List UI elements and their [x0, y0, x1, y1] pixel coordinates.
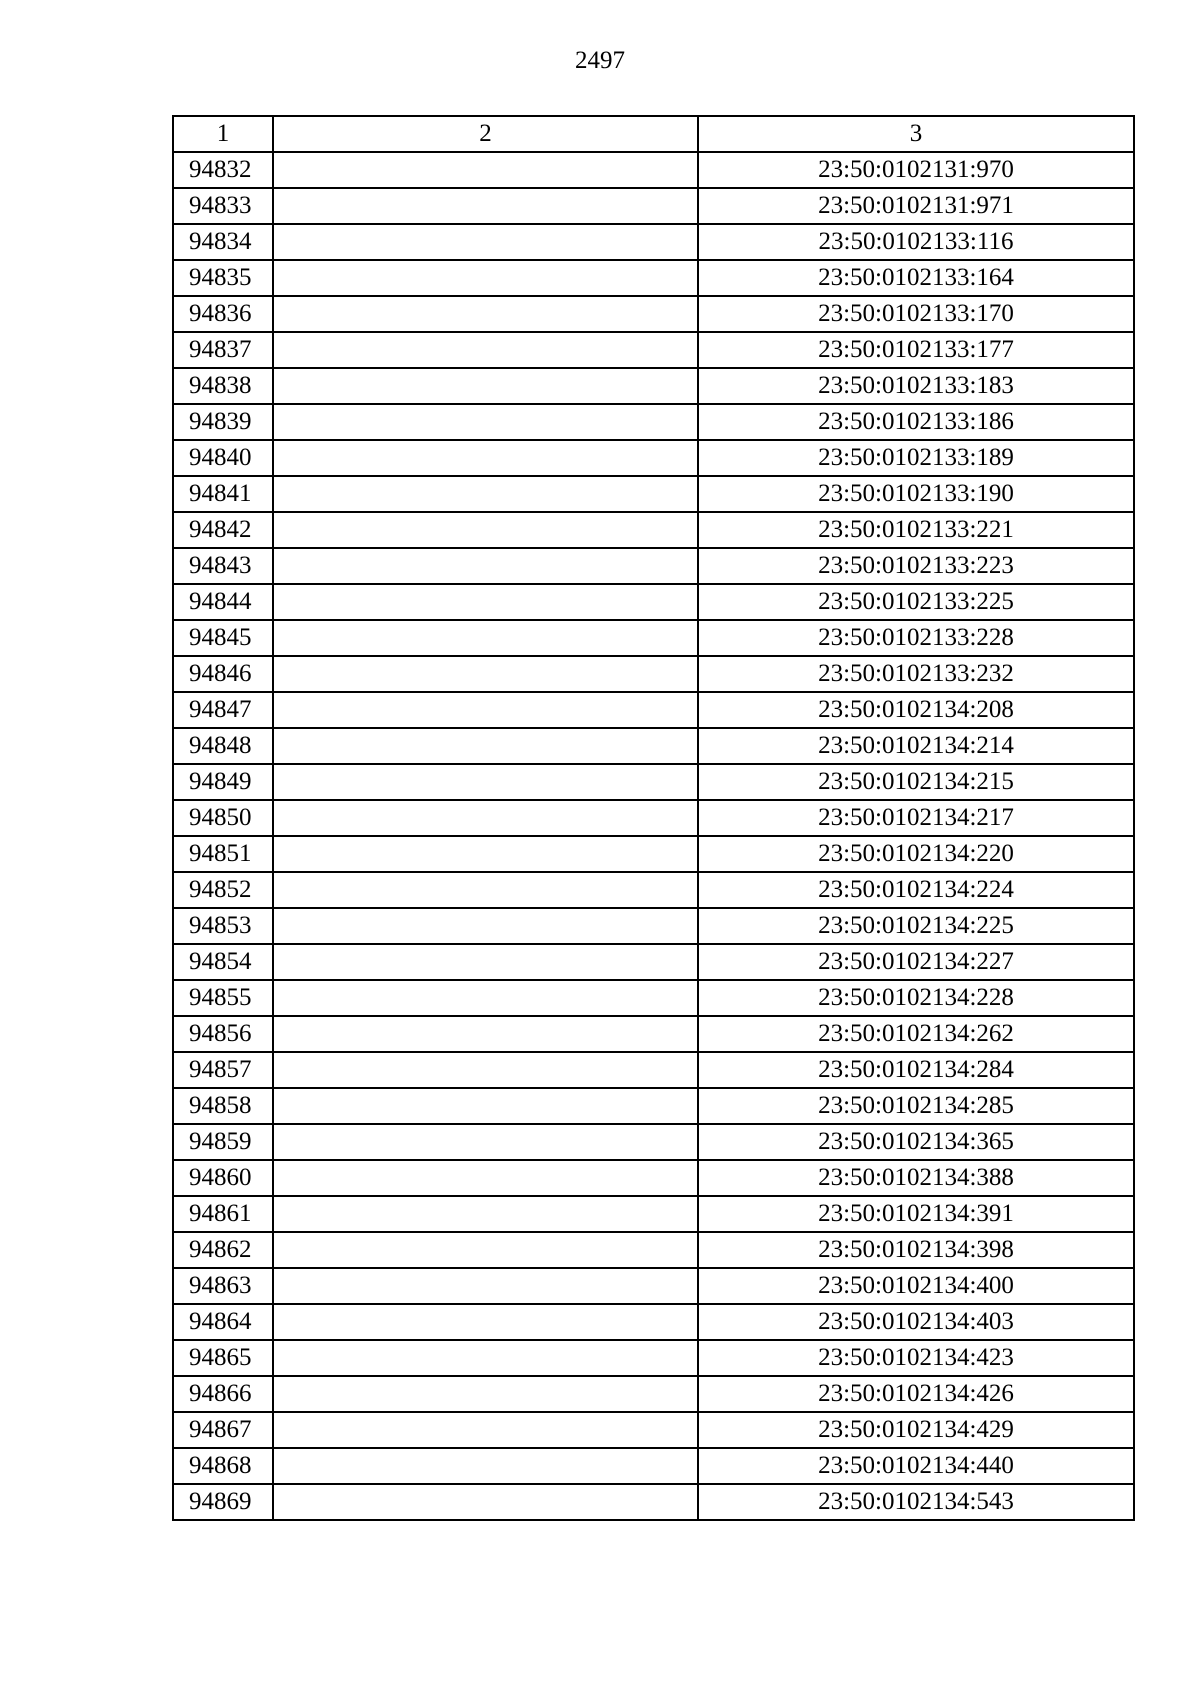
row-name-cell — [273, 1412, 698, 1448]
table-row — [173, 692, 1134, 728]
row-cadastral-number-cell: 23:50:0102134:284 — [698, 1052, 1134, 1088]
table-row — [173, 404, 1134, 440]
row-name-cell — [273, 1232, 698, 1268]
row-number-cell: 94859 — [173, 1124, 273, 1160]
row-cadastral-number-cell: 23:50:0102133:228 — [698, 620, 1134, 656]
row-number-cell: 94855 — [173, 980, 273, 1016]
row-cadastral-number-cell: 23:50:0102134:220 — [698, 836, 1134, 872]
row-cadastral-number-cell: 23:50:0102134:543 — [698, 1484, 1134, 1520]
table-row — [173, 1052, 1134, 1088]
row-name-cell — [273, 1268, 698, 1304]
row-number-cell: 94868 — [173, 1448, 273, 1484]
row-number-cell: 94832 — [173, 152, 273, 188]
table-row — [173, 584, 1134, 620]
row-cadastral-number-cell: 23:50:0102133:189 — [698, 440, 1134, 476]
row-cadastral-number-cell: 23:50:0102134:262 — [698, 1016, 1134, 1052]
row-name-cell — [273, 296, 698, 332]
row-number-cell: 94833 — [173, 188, 273, 224]
row-name-cell — [273, 332, 698, 368]
row-name-cell — [273, 1016, 698, 1052]
row-name-cell — [273, 476, 698, 512]
table-row — [173, 152, 1134, 188]
row-cadastral-number-cell: 23:50:0102133:225 — [698, 584, 1134, 620]
row-number-cell: 94851 — [173, 836, 273, 872]
row-cadastral-number-cell: 23:50:0102134:224 — [698, 872, 1134, 908]
row-number-cell: 94853 — [173, 908, 273, 944]
row-number-cell: 94847 — [173, 692, 273, 728]
row-cadastral-number-cell: 23:50:0102133:190 — [698, 476, 1134, 512]
row-cadastral-number-cell: 23:50:0102134:391 — [698, 1196, 1134, 1232]
row-cadastral-number-cell: 23:50:0102134:214 — [698, 728, 1134, 764]
row-cadastral-number-cell: 23:50:0102134:398 — [698, 1232, 1134, 1268]
row-name-cell — [273, 872, 698, 908]
table-row — [173, 1232, 1134, 1268]
table-row — [173, 512, 1134, 548]
row-name-cell — [273, 404, 698, 440]
table-row — [173, 1124, 1134, 1160]
table-row — [173, 944, 1134, 980]
row-name-cell — [273, 836, 698, 872]
row-cadastral-number-cell: 23:50:0102131:970 — [698, 152, 1134, 188]
row-number-cell: 94869 — [173, 1484, 273, 1520]
row-name-cell — [273, 1304, 698, 1340]
table-row — [173, 224, 1134, 260]
table-row — [173, 440, 1134, 476]
row-cadastral-number-cell: 23:50:0102133:177 — [698, 332, 1134, 368]
row-name-cell — [273, 152, 698, 188]
table-row — [173, 332, 1134, 368]
row-number-cell: 94838 — [173, 368, 273, 404]
row-number-cell: 94867 — [173, 1412, 273, 1448]
row-number-cell: 94842 — [173, 512, 273, 548]
table-row — [173, 1196, 1134, 1232]
row-number-cell: 94863 — [173, 1268, 273, 1304]
row-number-cell: 94835 — [173, 260, 273, 296]
row-name-cell — [273, 908, 698, 944]
row-cadastral-number-cell: 23:50:0102134:423 — [698, 1340, 1134, 1376]
table-row — [173, 1304, 1134, 1340]
row-number-cell: 94862 — [173, 1232, 273, 1268]
row-number-cell: 94840 — [173, 440, 273, 476]
row-name-cell — [273, 620, 698, 656]
row-cadastral-number-cell: 23:50:0102134:217 — [698, 800, 1134, 836]
table-row — [173, 656, 1134, 692]
row-number-cell: 94852 — [173, 872, 273, 908]
table-row — [173, 1088, 1134, 1124]
row-cadastral-number-cell: 23:50:0102134:429 — [698, 1412, 1134, 1448]
table-body — [173, 116, 1134, 1520]
row-number-cell: 94839 — [173, 404, 273, 440]
row-cadastral-number-cell: 23:50:0102133:116 — [698, 224, 1134, 260]
table-row — [173, 1412, 1134, 1448]
row-cadastral-number-cell: 23:50:0102133:232 — [698, 656, 1134, 692]
row-name-cell — [273, 1088, 698, 1124]
table-row — [173, 1160, 1134, 1196]
row-number-cell: 94844 — [173, 584, 273, 620]
row-cadastral-number-cell: 23:50:0102134:365 — [698, 1124, 1134, 1160]
row-cadastral-number-cell: 23:50:0102134:215 — [698, 764, 1134, 800]
row-name-cell — [273, 980, 698, 1016]
row-name-cell — [273, 692, 698, 728]
row-cadastral-number-cell: 23:50:0102134:227 — [698, 944, 1134, 980]
row-number-cell: 94846 — [173, 656, 273, 692]
row-number-cell: 94861 — [173, 1196, 273, 1232]
row-cadastral-number-cell: 23:50:0102133:221 — [698, 512, 1134, 548]
table-header-row — [173, 116, 1134, 152]
row-name-cell — [273, 512, 698, 548]
table-row — [173, 1448, 1134, 1484]
row-number-cell: 94865 — [173, 1340, 273, 1376]
row-cadastral-number-cell: 23:50:0102133:186 — [698, 404, 1134, 440]
row-number-cell: 94837 — [173, 332, 273, 368]
row-name-cell — [273, 800, 698, 836]
table-row — [173, 872, 1134, 908]
row-number-cell: 94858 — [173, 1088, 273, 1124]
table-row — [173, 836, 1134, 872]
row-cadastral-number-cell: 23:50:0102134:208 — [698, 692, 1134, 728]
column-header-3: 3 — [698, 116, 1134, 152]
row-name-cell — [273, 548, 698, 584]
row-name-cell — [273, 1484, 698, 1520]
table-row — [173, 296, 1134, 332]
row-name-cell — [273, 368, 698, 404]
row-name-cell — [273, 260, 698, 296]
row-cadastral-number-cell: 23:50:0102131:971 — [698, 188, 1134, 224]
row-cadastral-number-cell: 23:50:0102133:223 — [698, 548, 1134, 584]
table-row — [173, 1016, 1134, 1052]
row-cadastral-number-cell: 23:50:0102134:403 — [698, 1304, 1134, 1340]
row-number-cell: 94864 — [173, 1304, 273, 1340]
row-name-cell — [273, 1124, 698, 1160]
row-name-cell — [273, 188, 698, 224]
table-row — [173, 548, 1134, 584]
row-number-cell: 94856 — [173, 1016, 273, 1052]
row-name-cell — [273, 1160, 698, 1196]
row-name-cell — [273, 440, 698, 476]
table-row — [173, 1268, 1134, 1304]
table-row — [173, 620, 1134, 656]
row-cadastral-number-cell: 23:50:0102134:225 — [698, 908, 1134, 944]
row-cadastral-number-cell: 23:50:0102134:285 — [698, 1088, 1134, 1124]
row-name-cell — [273, 728, 698, 764]
row-name-cell — [273, 944, 698, 980]
row-cadastral-number-cell: 23:50:0102134:228 — [698, 980, 1134, 1016]
table-row — [173, 1340, 1134, 1376]
row-name-cell — [273, 584, 698, 620]
row-name-cell — [273, 1340, 698, 1376]
table-row — [173, 764, 1134, 800]
row-number-cell: 94866 — [173, 1376, 273, 1412]
row-name-cell — [273, 1376, 698, 1412]
table-row — [173, 980, 1134, 1016]
row-number-cell: 94843 — [173, 548, 273, 584]
table-row — [173, 260, 1134, 296]
row-number-cell: 94860 — [173, 1160, 273, 1196]
row-number-cell: 94850 — [173, 800, 273, 836]
row-cadastral-number-cell: 23:50:0102134:388 — [698, 1160, 1134, 1196]
row-number-cell: 94845 — [173, 620, 273, 656]
registry-table — [172, 115, 1135, 1521]
row-cadastral-number-cell: 23:50:0102134:400 — [698, 1268, 1134, 1304]
row-name-cell — [273, 656, 698, 692]
row-number-cell: 94854 — [173, 944, 273, 980]
row-cadastral-number-cell: 23:50:0102133:183 — [698, 368, 1134, 404]
row-name-cell — [273, 1196, 698, 1232]
row-cadastral-number-cell: 23:50:0102134:440 — [698, 1448, 1134, 1484]
row-cadastral-number-cell: 23:50:0102134:426 — [698, 1376, 1134, 1412]
row-name-cell — [273, 1448, 698, 1484]
table-row — [173, 1484, 1134, 1520]
table-row — [173, 728, 1134, 764]
row-cadastral-number-cell: 23:50:0102133:164 — [698, 260, 1134, 296]
row-number-cell: 94836 — [173, 296, 273, 332]
row-name-cell — [273, 224, 698, 260]
row-name-cell — [273, 1052, 698, 1088]
table-row — [173, 476, 1134, 512]
row-number-cell: 94857 — [173, 1052, 273, 1088]
row-number-cell: 94849 — [173, 764, 273, 800]
page-number: 2497 — [575, 47, 625, 74]
table-row — [173, 908, 1134, 944]
table-row — [173, 1376, 1134, 1412]
row-cadastral-number-cell: 23:50:0102133:170 — [698, 296, 1134, 332]
table-row — [173, 368, 1134, 404]
row-number-cell: 94834 — [173, 224, 273, 260]
table-row — [173, 800, 1134, 836]
row-number-cell: 94848 — [173, 728, 273, 764]
row-name-cell — [273, 764, 698, 800]
row-number-cell: 94841 — [173, 476, 273, 512]
column-header-2: 2 — [273, 116, 698, 152]
table-row — [173, 188, 1134, 224]
column-header-1: 1 — [173, 116, 273, 152]
